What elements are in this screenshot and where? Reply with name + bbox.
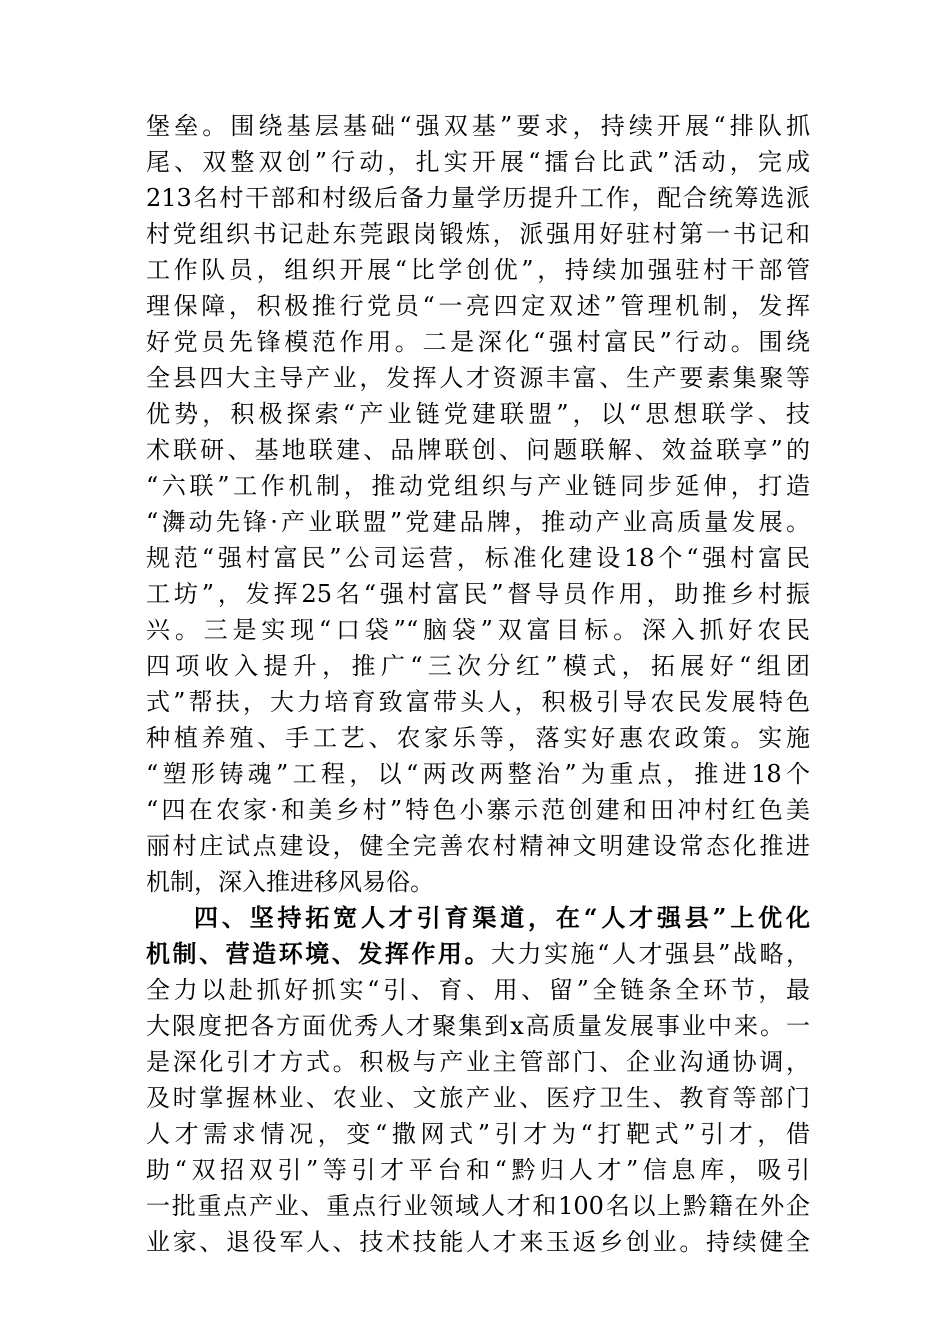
text-line: 尾、双整双创”行动，扎实开展“擂台比武”活动，完成	[146, 148, 810, 176]
text-line: 堡垒。围绕基层基础“强双基”要求，持续开展“排队抓	[146, 112, 810, 140]
section-heading-line: 四、坚持拓宽人才引育渠道，在“人才强县”上优化	[194, 903, 810, 932]
section-heading-end: 机制、营造环境、发挥作用。	[146, 939, 491, 968]
text-line: “㵲动先锋·产业联盟”党建品牌，推动产业高质量发展。	[146, 508, 810, 536]
text-line: 理保障，积极推行党员“一亮四定双述”管理机制，发挥	[146, 292, 810, 320]
text-line: 是深化引才方式。积极与产业主管部门、企业沟通协调，	[146, 1048, 810, 1076]
text-line: 种植养殖、手工艺、农家乐等，落实好惠农政策。实施	[146, 724, 810, 752]
text-line: “六联”工作机制，推动党组织与产业链同步延伸，打造	[146, 472, 810, 500]
text-segment: 大力实施“人才强县”战略，	[491, 940, 810, 968]
text-line	[146, 936, 810, 972]
document-body	[146, 108, 810, 1260]
text-line: 一批重点产业、重点行业领域人才和100名以上黔籍在外企	[146, 1192, 810, 1220]
text-line: 人才需求情况，变“撒网式”引才为“打靶式”引才，借	[146, 1120, 810, 1148]
text-line: 兴。三是实现“口袋”“脑袋”双富目标。深入抓好农民	[146, 616, 810, 644]
text-line: 优势，积极探索“产业链党建联盟”，以“思想联学、技	[146, 400, 810, 428]
text-line: 丽村庄试点建设，健全完善农村精神文明建设常态化推进	[146, 832, 810, 860]
text-line: 业家、退役军人、技术技能人才来玉返乡创业。持续健全	[146, 1228, 810, 1256]
text-line: “四在农家·和美乡村”特色小寨示范创建和田冲村红色美	[146, 796, 810, 824]
text-line: 全力以赴抓好抓实“引、育、用、留”全链条全环节，最	[146, 976, 810, 1004]
text-line: 助“双招双引”等引才平台和“黔归人才”信息库，吸引	[146, 1156, 810, 1184]
text-line: 工作队员，组织开展“比学创优”，持续加强驻村干部管	[146, 256, 810, 284]
text-line: 工坊”，发挥25名“强村富民”督导员作用，助推乡村振	[146, 580, 810, 608]
text-line: 术联研、基地联建、品牌联创、问题联解、效益联享”的	[146, 436, 810, 464]
text-line: 式”帮扶，大力培育致富带头人，积极引导农民发展特色	[146, 688, 810, 716]
paragraph-2	[146, 900, 810, 1260]
text-line: 及时掌握林业、农业、文旅产业、医疗卫生、教育等部门	[146, 1084, 810, 1112]
text-line: 村党组织书记赴东莞跟岗锻炼，派强用好驻村第一书记和	[146, 220, 810, 248]
text-line: 213名村干部和村级后备力量学历提升工作，配合统筹选派	[146, 184, 810, 212]
paragraph-1	[146, 108, 810, 900]
text-line: “塑形铸魂”工程，以“两改两整治”为重点，推进18个	[146, 760, 810, 788]
text-line: 四项收入提升，推广“三次分红”模式，拓展好“组团	[146, 652, 810, 680]
text-line: 全县四大主导产业，发挥人才资源丰富、生产要素集聚等	[146, 364, 810, 392]
text-line: 机制，深入推进移风易俗。	[146, 868, 434, 896]
text-line: 好党员先锋模范作用。二是深化“强村富民”行动。围绕	[146, 328, 810, 356]
text-line: 大限度把各方面优秀人才聚集到x高质量发展事业中来。一	[146, 1012, 810, 1040]
text-line: 规范“强村富民”公司运营，标准化建设18个“强村富民	[146, 544, 810, 572]
